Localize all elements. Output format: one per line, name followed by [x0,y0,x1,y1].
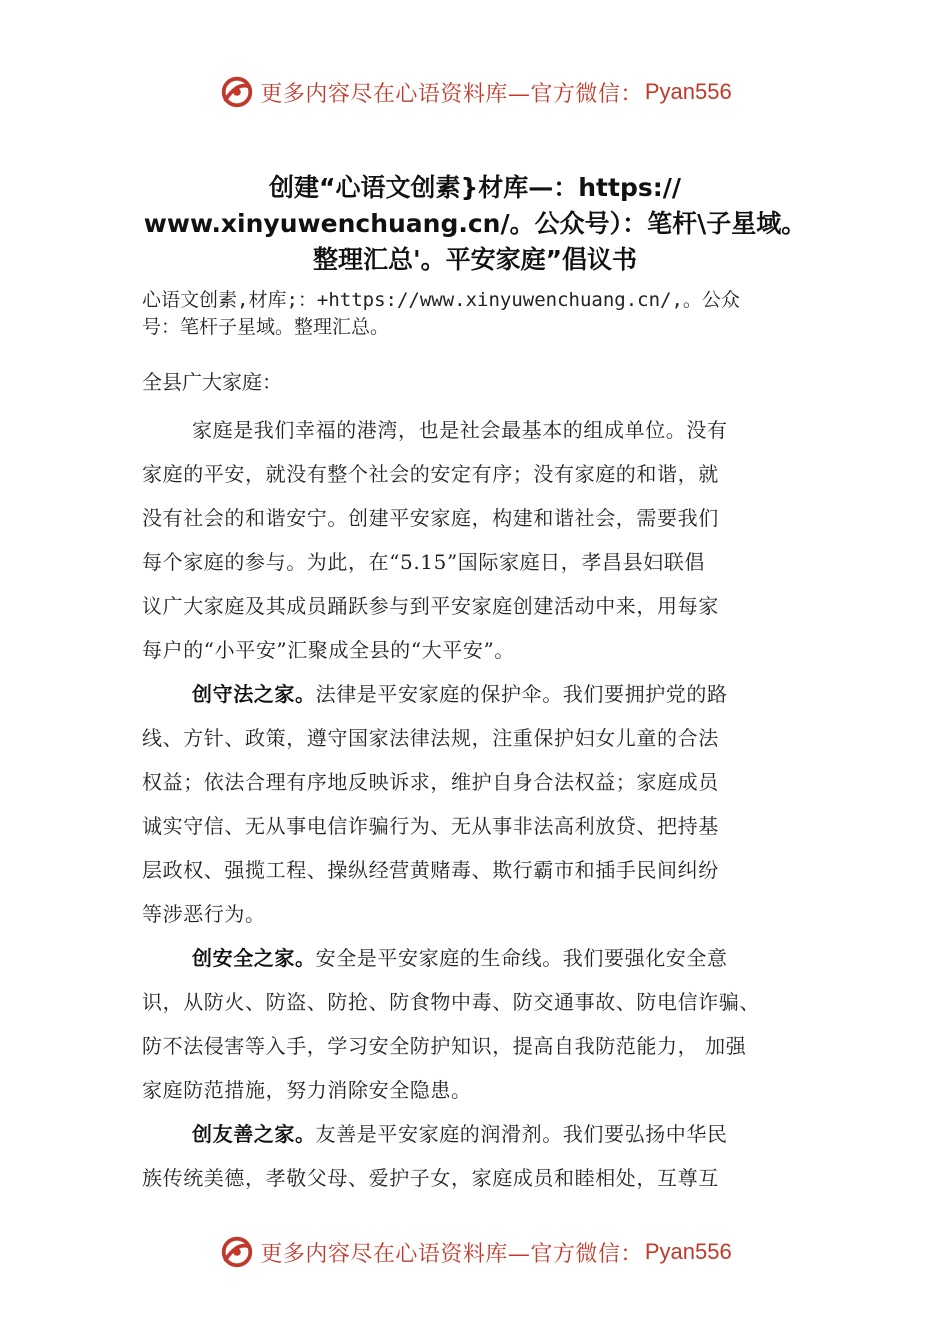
body-line: 权益；依法合理有序地反映诉求，维护自身合法权益；家庭成员 [142,770,719,794]
title-line: www.xinyuwenchuang.cn/。公众号）：笔杆\子星域。 [143,209,807,238]
section-heading: 创安全之家。 [192,946,316,970]
title-line: 整理汇总'。平安家庭”倡议书 [312,245,638,274]
section-heading: 创友善之家。 [192,1122,316,1146]
red-swirl-logo-icon [218,73,256,111]
document-title [100,170,850,278]
source-line: 号：笔杆子星域。整理汇总。 [142,316,390,338]
title-line: 创建“心语文创素}材库—：https:// [269,173,681,202]
body-line: 家庭是我们幸福的港湾，也是社会最基本的组成单位。没有 [192,418,728,442]
body-line: 线、方针、政策，遵守国家法律法规，注重保护妇女儿童的合法 [142,726,719,750]
body-line: 诚实守信、无从事电信诈骗行为、无从事非法高利放贷、把持基 [142,814,719,838]
salutation: 全县广大家庭： [142,370,282,394]
section-text: 安全是平安家庭的生命线。我们要强化安全意 [315,946,728,970]
body-line: 等涉恶行为。 [142,902,266,926]
body-line: 议广大家庭及其成员踊跃参与到平安家庭创建活动中来，用每家 [142,594,719,618]
body-line: 防不法侵害等入手，学习安全防护知识，提高自我防范能力， 加强 [142,1034,747,1058]
red-swirl-logo-icon [218,1233,256,1271]
source-note [142,287,832,341]
footer-banner [0,1230,950,1274]
section-heading: 创守法之家。 [192,682,316,706]
header-banner [0,70,950,114]
body-line: 识，从防火、防盗、防抢、防食物中毒、防交通事故、防电信诈骗、 [142,990,760,1014]
body-line: 每个家庭的参与。为此，在“5.15”国际家庭日，孝昌县妇联倡 [142,550,705,574]
body-line: 层政权、强揽工程、操纵经营黄赌毒、欺行霸市和插手民间纠纷 [142,858,719,882]
banner-wechat-id: Pyan556 [644,1239,732,1264]
document-body [142,408,842,1200]
source-line: 心语文创素,材库;：+https://www.xinyuwenchuang.cn/,。公众 [142,289,740,311]
body-line: 族传统美德，孝敬父母、爱护子女，家庭成员和睦相处，互尊互 [142,1166,719,1190]
body-line: 家庭的平安，就没有整个社会的安定有序；没有家庭的和谐，就 [142,462,719,486]
section-first-line [142,1112,842,1156]
body-line: 没有社会的和谐安宁。创建平安家庭，构建和谐社会，需要我们 [142,506,719,530]
body-line: 每户的“小平安”汇聚成全县的“大平安”。 [142,638,515,662]
banner-text: 更多内容尽在心语资料库—官方微信： [260,1241,643,1267]
section-first-line [142,672,842,716]
banner-text: 更多内容尽在心语资料库—官方微信： [260,81,643,107]
section-first-line [142,936,842,980]
banner-wechat-id: Pyan556 [644,79,732,104]
section-text: 友善是平安家庭的润滑剂。我们要弘扬中华民 [315,1122,728,1146]
body-line: 家庭防范措施，努力消除安全隐患。 [142,1078,472,1102]
section-text: 法律是平安家庭的保护伞。我们要拥护党的路 [315,682,728,706]
